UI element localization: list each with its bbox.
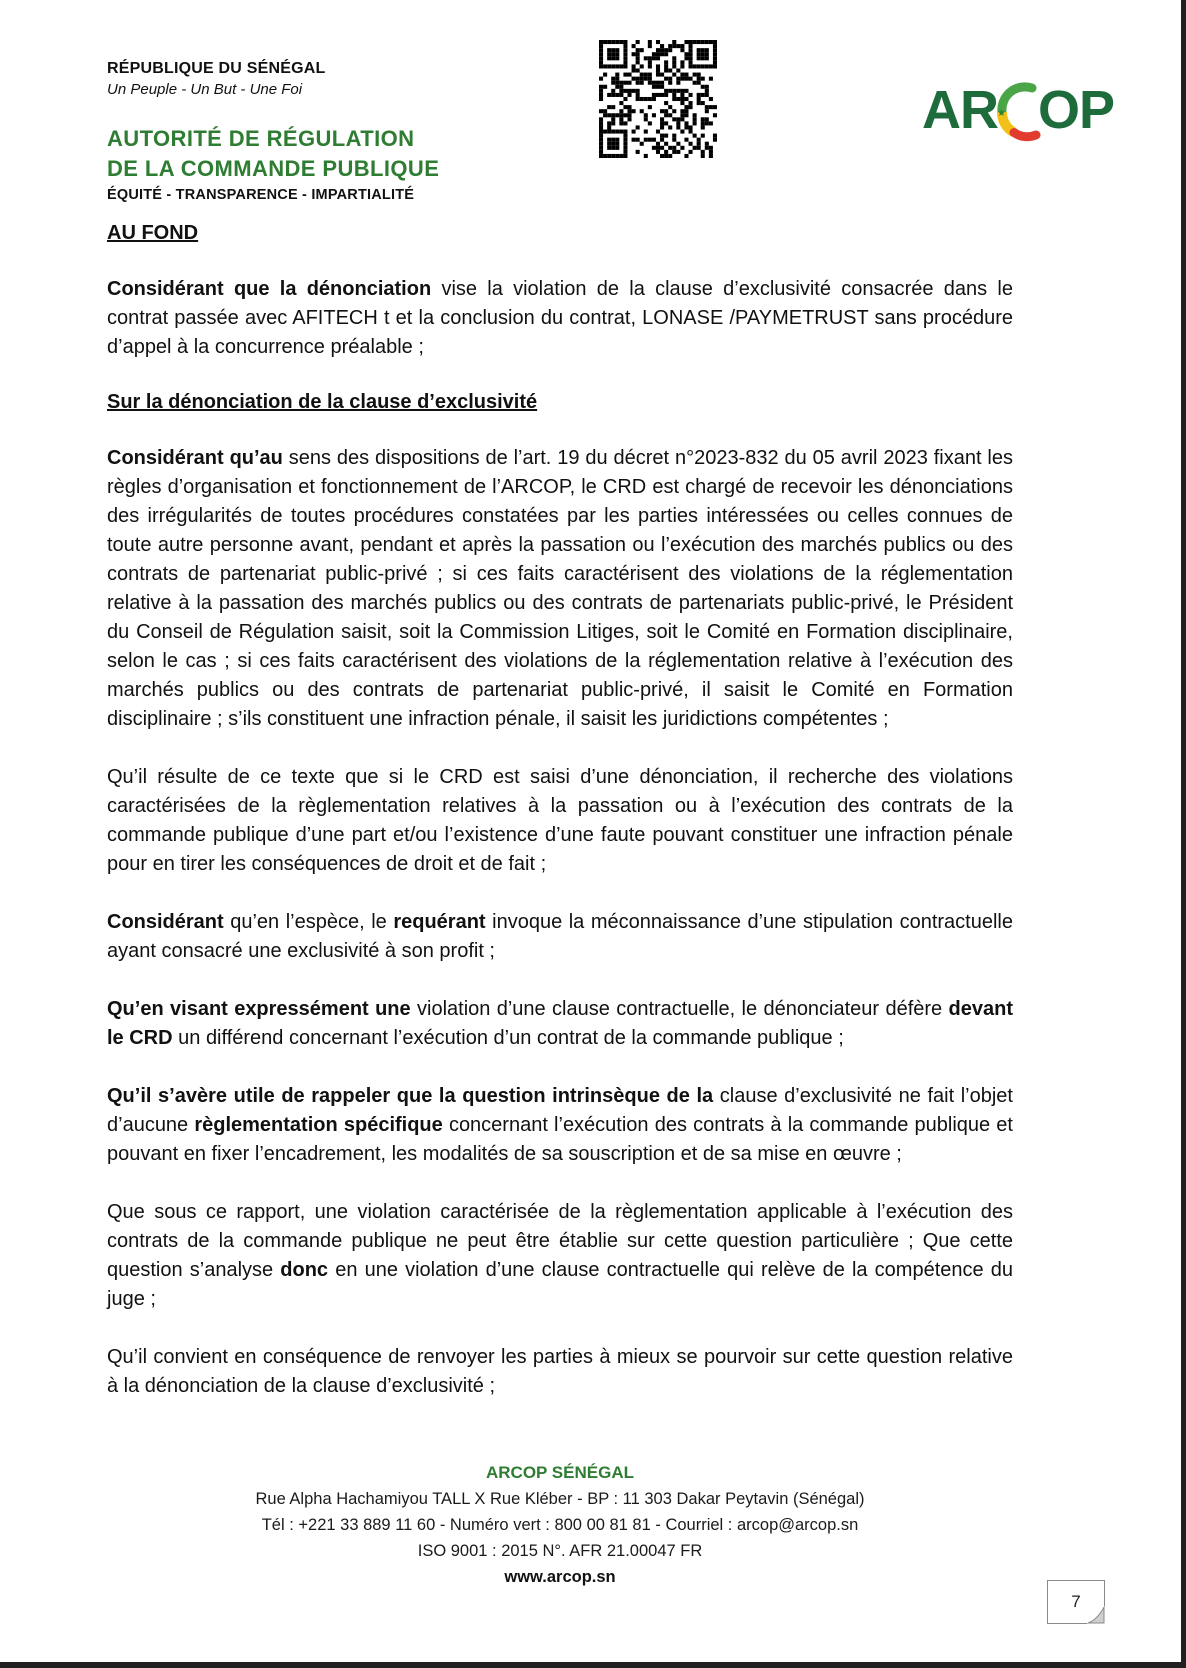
document-body — [107, 222, 1013, 1430]
paragraph: Considérant que la dénonciation vise la violation de la clause d’exclusivité consacrée dans le contrat passée avec AFITECH t et la conclusion du contrat, LONASE /PAYMETRUST sans procédure d’appel à la concurrence préalable ; — [107, 278, 1013, 358]
page-curl-icon — [1087, 1606, 1105, 1624]
logo-text-right: OP — [1038, 80, 1115, 140]
scan-edge-bottom — [0, 1662, 1186, 1668]
footer-line: Rue Alpha Hachamiyou TALL X Rue Kléber - BP : 11 303 Dakar Peytavin (Sénégal) — [255, 1490, 865, 1508]
letterhead — [107, 60, 439, 203]
paragraph: Que sous ce rapport, une violation caractérisée de la règlementation applicable à l’exécution des contrats de la commande publique ne peut être établie sur cette question particulière ; Que cette question s’analyse donc en une violation d’une clause contractuelle qui relève de la compétence du juge ; — [107, 1201, 1014, 1310]
paragraph: Considérant qu’en l’espèce, le requérant invoque la méconnaissance d’une stipulation contractuelle ayant consacré une exclusivité à son profit ; — [107, 911, 1013, 962]
paragraph: Qu’il résulte de ce texte que si le CRD est saisi d’une dénonciation, il recherche des violations caractérisées de la règlementation relatives à la passation ou à l’exécution des contrats de la commande publique d’une part et/ou l’existence d’une faute pouvant constituer une infraction pénale pour en tirer les conséquences de droit et de fait ; — [107, 766, 1013, 875]
authority-values: ÉQUITÉ - TRANSPARENCE - IMPARTIALITÉ — [107, 187, 415, 203]
logo-text-left: AR — [922, 80, 998, 140]
paragraph: Qu’il s’avère utile de rappeler que la question intrinsèque de la clause d’exclusivité ne fait l’objet d’aucune règlementation spécifique concernant l’exécution des contrats à la commande publique et pouvant en fixer l’encadrement, les modalités de sa souscription et de sa mise en œuvre ; — [107, 1085, 1013, 1165]
authority-line2: DE LA COMMANDE PUBLIQUE — [107, 156, 440, 181]
page-number-badge — [1047, 1580, 1105, 1624]
footer-line: ISO 9001 : 2015 N°. AFR 21.00047 FR — [417, 1542, 703, 1560]
crescent-icon — [994, 80, 1052, 144]
paragraph: Considérant qu’au sens des dispositions de l’art. 19 du décret n°2023-832 du 05 avril 2023 fixant les règles d’organisation et fonctionnement de l’ARCOP, le CRD est chargé de recevoir les dénonciations des irrégularités de toutes procédures constatées par les parties intéressées ou celles connues de toute autre personne avant, pendant et après la passation ou l’exécution des marchés publics ou des contrats de partenariat public-privé ; si ces faits caractérisent des violations de la réglementation relative à la passation des marchés publics ou des contrats de partenariats public-privé, le Président du Conseil de Régulation saisit, soit la Commission Litiges, soit le Comité en Formation disciplinaire, selon le cas ; si ces faits caractérisent des violations de la réglementation relative à l’exécution des marchés publics ou des contrats de partenariat public-privé, il saisit le Comité en Formation disciplinaire ; s’ils constituent une infraction pénale, il saisit les juridictions compétentes ; — [107, 447, 1013, 730]
paragraph: Qu’en visant expressément une violation d’une clause contractuelle, le dénonciateur défère devant le CRD un différend concernant l’exécution d’un contrat de la commande publique ; — [107, 998, 1013, 1049]
republic-title: RÉPUBLIQUE DU SÉNÉGAL — [107, 60, 326, 77]
authority-line1: AUTORITÉ DE RÉGULATION — [107, 126, 415, 151]
star-icon: ★ — [997, 108, 1006, 119]
footer-line: Tél : +221 33 889 11 60 - Numéro vert : 800 00 81 81 - Courriel : arcop@arcop.sn — [261, 1516, 859, 1534]
scan-edge-right — [1181, 0, 1186, 1668]
authority-name — [107, 124, 439, 184]
arcop-logo — [922, 78, 1114, 142]
paragraph: Qu’il convient en conséquence de renvoyer les parties à mieux se pourvoir sur cette question relative à la dénonciation de la clause d’exclusivité ; — [107, 1346, 1013, 1397]
footer-lines — [107, 1486, 1013, 1564]
footer — [107, 1460, 1013, 1590]
section-heading: AU FOND — [107, 222, 199, 244]
national-motto: Un Peuple - Un But - Une Foi — [107, 81, 303, 98]
footer-title: ARCOP SÉNÉGAL — [486, 1463, 634, 1482]
qr-code — [599, 40, 717, 158]
section-heading: Sur la dénonciation de la clause d’exclusivité — [107, 391, 538, 413]
footer-website: www.arcop.sn — [504, 1568, 616, 1586]
page-number: 7 — [1071, 1592, 1081, 1611]
